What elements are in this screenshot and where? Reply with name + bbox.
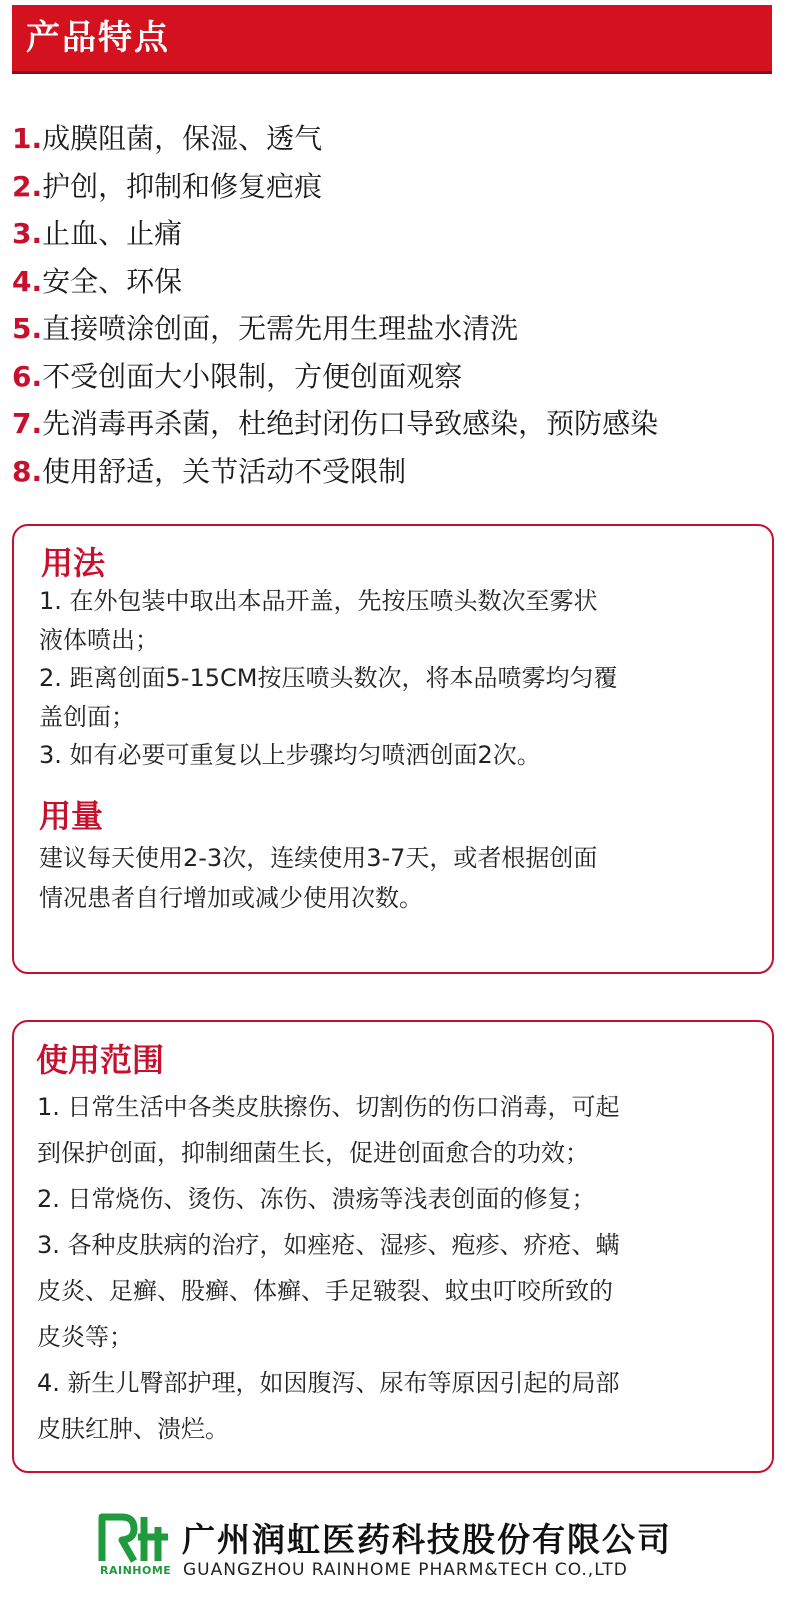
usage-dosage-box (12, 524, 774, 974)
usage-title: 用法 (41, 544, 106, 582)
feature-number: 2. (12, 169, 43, 203)
feature-text: 使用舒适，关节活动不受限制 (42, 454, 407, 488)
usage-line: 3. 如有必要可重复以上步骤均匀喷洒创面2次。 (39, 741, 541, 769)
scope-line: 1. 日常生活中各类皮肤擦伤、切割伤的伤口消毒，可起 (37, 1093, 620, 1121)
dosage-line: 情况患者自行增加或减少使用次数。 (39, 884, 423, 912)
company-footer (98, 1510, 718, 1580)
feature-text: 护创，抑制和修复疤痕 (42, 169, 323, 203)
logo-caption: RAINHOME (100, 1564, 172, 1577)
feature-number: 6. (12, 359, 43, 393)
scope-text (37, 1084, 620, 1452)
feature-item (12, 115, 658, 163)
feature-text: 止血、止痛 (42, 217, 183, 250)
company-name-en: GUANGZHOU RAINHOME PHARM&TECH CO.,LTD (183, 1560, 628, 1580)
usage-text (39, 582, 617, 775)
scope-line: 3. 各种皮肤病的治疗，如痤疮、湿疹、疱疹、疥疮、螨 (37, 1231, 620, 1259)
company-logo-icon (98, 1513, 170, 1563)
scope-line: 到保护创面，抑制细菌生长，促进创面愈合的功效； (37, 1139, 589, 1167)
feature-text: 安全、环保 (42, 264, 183, 298)
feature-item (12, 163, 658, 211)
features-title: 产品特点 (26, 18, 170, 58)
feature-number: 1. (12, 122, 43, 155)
feature-number: 8. (12, 454, 43, 488)
feature-number: 5. (12, 312, 43, 345)
feature-item (12, 258, 658, 306)
features-list (12, 115, 658, 495)
dosage-text (39, 838, 597, 918)
scope-line: 皮肤红肿、溃烂。 (37, 1415, 229, 1443)
company-name-cn: 广州润虹医药科技股份有限公司 (182, 1520, 672, 1559)
scope-line: 2. 日常烧伤、烫伤、冻伤、溃疡等浅表创面的修复； (37, 1185, 596, 1213)
usage-line: 1. 在外包装中取出本品开盖，先按压喷头数次至雾状 (39, 587, 598, 615)
usage-line: 2. 距离创面5-15CM按压喷头数次，将本品喷雾均匀覆 (39, 664, 618, 692)
scope-line: 皮炎、足癣、股癣、体癣、手足皲裂、蚊虫叮咬所致的 (37, 1277, 613, 1305)
scope-title: 使用范围 (36, 1041, 165, 1079)
feature-text: 不受创面大小限制，方便创面观察 (42, 359, 463, 393)
usage-line: 液体喷出； (39, 625, 159, 654)
feature-item (12, 448, 658, 496)
dosage-title: 用量 (39, 797, 104, 835)
feature-item (12, 400, 658, 448)
feature-item (12, 353, 658, 401)
features-header-bar (12, 5, 772, 74)
scope-line: 4. 新生儿臀部护理，如因腹泻、尿布等原因引起的局部 (37, 1369, 620, 1397)
feature-item (12, 210, 658, 258)
usage-line: 盖创面； (39, 702, 135, 731)
feature-number: 3. (12, 217, 43, 250)
scope-line: 皮炎等； (37, 1323, 133, 1351)
scope-box (12, 1020, 774, 1473)
feature-number: 7. (12, 407, 43, 440)
dosage-line: 建议每天使用2-3次，连续使用3-7天，或者根据创面 (39, 844, 598, 872)
feature-number: 4. (12, 264, 43, 298)
feature-text: 成膜阻菌，保湿、透气 (42, 122, 323, 155)
feature-item (12, 305, 658, 353)
feature-text: 先消毒再杀菌，杜绝封闭伤口导致感染，预防感染 (42, 407, 659, 440)
feature-text: 直接喷涂创面，无需先用生理盐水清洗 (42, 312, 519, 345)
